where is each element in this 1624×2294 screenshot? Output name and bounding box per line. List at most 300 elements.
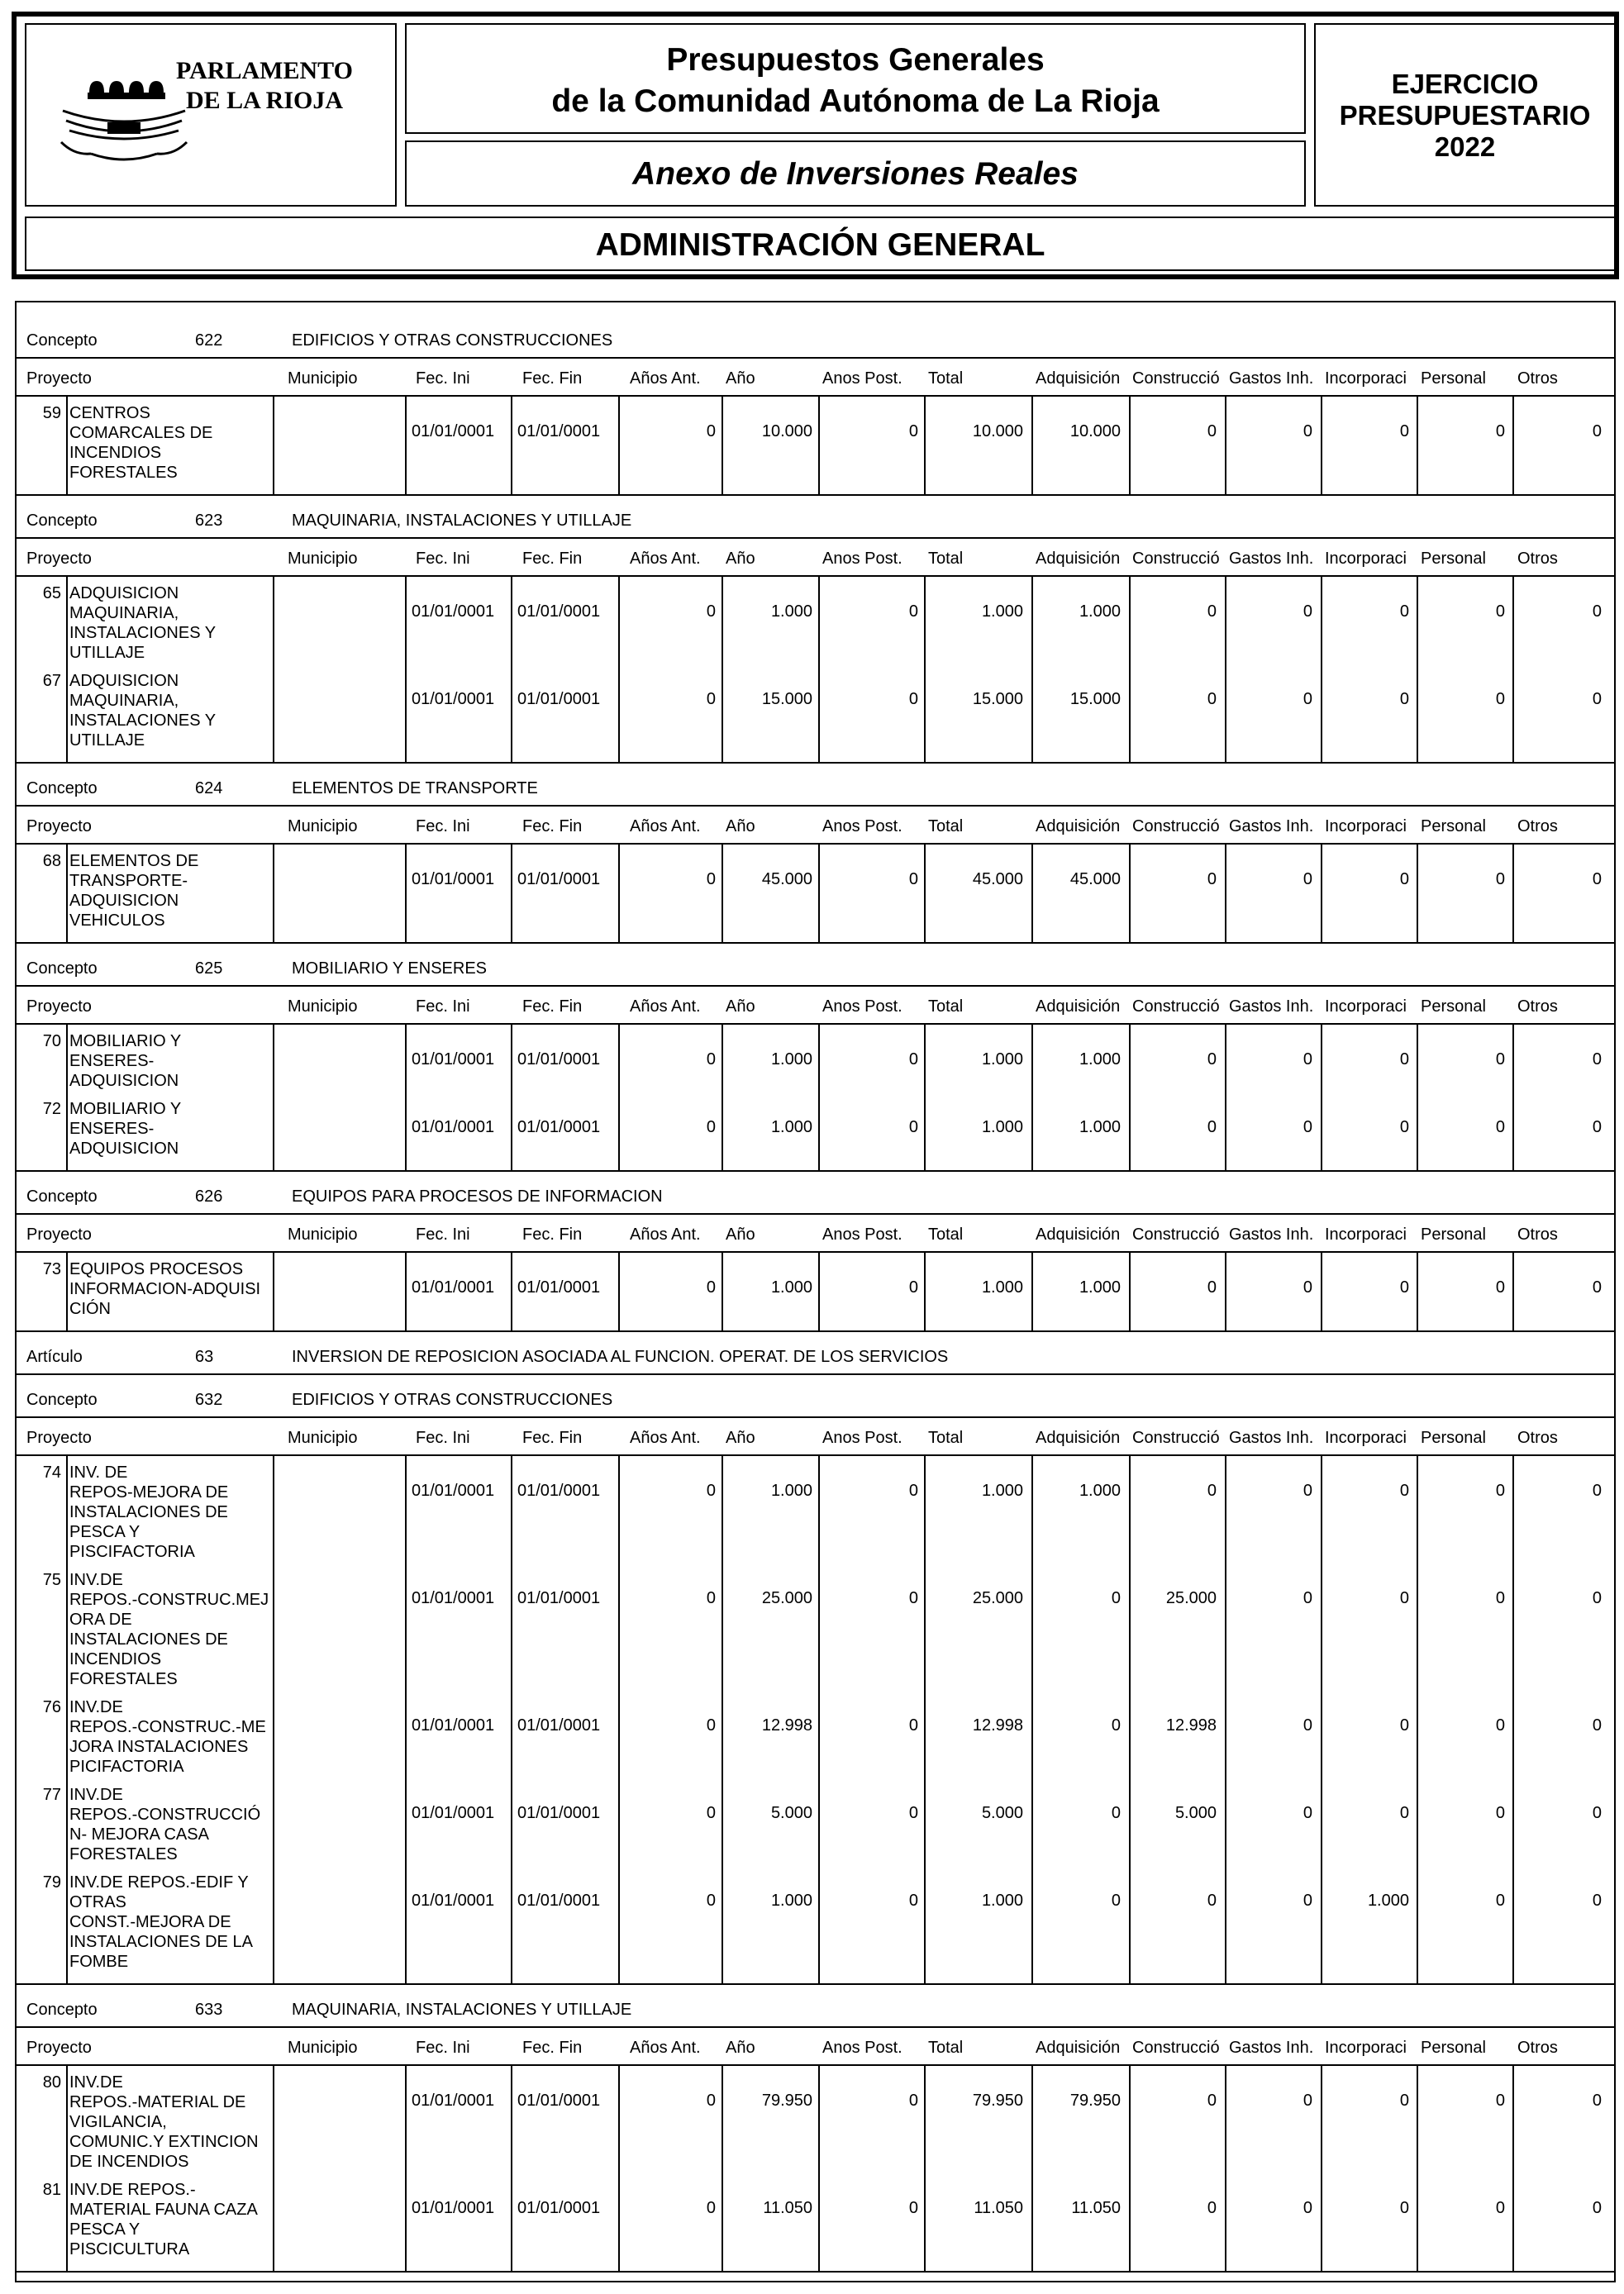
amount-gastos-inh: 0	[1303, 1804, 1312, 1822]
amount-ano: 5.000	[770, 1804, 812, 1822]
fec-ini: 01/01/0001	[412, 2092, 495, 2110]
project-name-line: COMARCALES DE	[69, 424, 213, 442]
column-header: Otros	[1517, 817, 1558, 835]
project-name-line: CONST.-MEJORA DE	[69, 1913, 231, 1931]
column-divider	[511, 575, 512, 762]
column-header: Incorporaci	[1325, 1429, 1407, 1447]
project-name-line: INCENDIOS	[69, 1650, 162, 1668]
amount-adquisicion: 1.000	[1079, 602, 1121, 621]
amount-incorporacion: 0	[1399, 1804, 1409, 1822]
project-name-line: CENTROS	[69, 404, 150, 422]
project-name-line: INSTALACIONES Y	[69, 624, 217, 642]
amount-personal: 0	[1495, 1804, 1505, 1822]
amount-incorporacion: 0	[1399, 870, 1409, 888]
project-name-line: MAQUINARIA,	[69, 604, 179, 622]
group-code: 626	[195, 1187, 223, 1206]
project-id: 76	[42, 1698, 61, 1716]
project-name-line: N- MEJORA CASA	[69, 1825, 209, 1844]
amount-adquisicion: 1.000	[1079, 1482, 1121, 1500]
amount-gastos-inh: 0	[1303, 1118, 1312, 1136]
amount-construccion: 0	[1207, 690, 1217, 708]
column-divider	[818, 1251, 820, 1330]
column-divider	[1031, 1023, 1033, 1170]
amount-otros: 0	[1592, 1892, 1602, 1910]
group-code: 625	[195, 959, 223, 978]
amount-anos-ant: 0	[706, 602, 716, 621]
amount-personal: 0	[1495, 422, 1505, 440]
column-divider	[722, 575, 723, 762]
column-divider	[722, 395, 723, 494]
column-header: Años Ant.	[630, 550, 701, 568]
column-divider	[1512, 1023, 1514, 1170]
column-divider	[618, 1251, 620, 1330]
amount-construccion: 25.000	[1165, 1589, 1217, 1607]
project-name-line: ADQUISICION	[69, 892, 179, 910]
fec-fin: 01/01/0001	[517, 690, 601, 708]
group-label: Concepto	[26, 1187, 98, 1206]
column-header: Gastos Inh.	[1229, 817, 1314, 835]
column-divider	[722, 843, 723, 942]
column-header: Adquisición	[1036, 2039, 1121, 2057]
amount-adquisicion: 10.000	[1069, 422, 1121, 440]
amount-gastos-inh: 0	[1303, 422, 1312, 440]
section-title: ADMINISTRACIÓN GENERAL	[595, 227, 1045, 263]
amount-gastos-inh: 0	[1303, 1278, 1312, 1297]
fec-fin: 01/01/0001	[517, 1050, 601, 1068]
column-divider	[618, 1454, 620, 1983]
project-name-line: INV.DE REPOS.-	[69, 2181, 196, 2199]
group-label: Concepto	[26, 779, 98, 797]
group-label: Artículo	[26, 1348, 83, 1366]
column-divider	[618, 575, 620, 762]
column-divider	[618, 843, 620, 942]
column-divider	[924, 2064, 926, 2271]
amount-anos-ant: 0	[706, 1278, 716, 1297]
column-divider	[1512, 575, 1514, 762]
column-divider	[924, 1454, 926, 1983]
column-header: Gastos Inh.	[1229, 2039, 1314, 2057]
fec-fin: 01/01/0001	[517, 870, 601, 888]
row-divider	[15, 2026, 1616, 2028]
project-name-line: PESCA Y	[69, 1523, 140, 1541]
column-divider	[818, 1454, 820, 1983]
column-divider	[722, 1454, 723, 1983]
column-divider	[66, 843, 68, 942]
amount-personal: 0	[1495, 870, 1505, 888]
column-header: Año	[726, 1429, 755, 1447]
group-code: 622	[195, 331, 223, 350]
row-divider	[15, 1170, 1616, 1172]
amount-otros: 0	[1592, 1589, 1602, 1607]
project-name-line: OTRAS	[69, 1893, 126, 1911]
column-divider	[66, 2064, 68, 2271]
amount-gastos-inh: 0	[1303, 1050, 1312, 1068]
amount-incorporacion: 0	[1399, 2092, 1409, 2110]
amount-total: 1.000	[981, 1892, 1023, 1910]
column-header: Anos Post.	[822, 1226, 902, 1244]
column-header: Anos Post.	[822, 817, 902, 835]
column-header: Total	[928, 1429, 964, 1447]
project-name-line: FORESTALES	[69, 1670, 178, 1688]
amount-anos-ant: 0	[706, 1118, 716, 1136]
column-divider	[1129, 575, 1131, 762]
row-divider	[15, 2064, 1616, 2066]
column-divider	[1031, 395, 1033, 494]
project-name-line: DE INCENDIOS	[69, 2153, 189, 2171]
group-label: Concepto	[26, 512, 98, 530]
amount-construccion: 0	[1207, 2092, 1217, 2110]
fec-ini: 01/01/0001	[412, 1278, 495, 1297]
amount-total: 1.000	[981, 602, 1023, 621]
column-divider	[1512, 1454, 1514, 1983]
project-id: 73	[42, 1260, 61, 1278]
column-divider	[1321, 575, 1322, 762]
project-name-line: ADQUISICION	[69, 1072, 179, 1090]
row-divider	[15, 1330, 1616, 1332]
column-divider	[273, 575, 274, 762]
amount-total: 5.000	[981, 1804, 1023, 1822]
column-header: Personal	[1421, 1429, 1486, 1447]
group-code: 623	[195, 512, 223, 530]
annex-title: Anexo de Inversiones Reales	[632, 156, 1079, 192]
amount-incorporacion: 0	[1399, 1716, 1409, 1735]
group-name: EDIFICIOS Y OTRAS CONSTRUCCIONES	[292, 331, 613, 350]
amount-ano: 10.000	[761, 422, 812, 440]
amount-anos-ant: 0	[706, 2092, 716, 2110]
title-line: de la Comunidad Autónoma de La Rioja	[551, 83, 1160, 119]
column-header: Fec. Fin	[522, 550, 583, 568]
amount-gastos-inh: 0	[1303, 870, 1312, 888]
amount-otros: 0	[1592, 1482, 1602, 1500]
amount-ano: 1.000	[770, 1482, 812, 1500]
amount-otros: 0	[1592, 690, 1602, 708]
column-header: Fec. Ini	[416, 369, 470, 388]
group-label: Concepto	[26, 1391, 98, 1409]
amount-anos-ant: 0	[706, 1892, 716, 1910]
amount-otros: 0	[1592, 2199, 1602, 2217]
row-divider	[15, 1454, 1616, 1456]
column-divider	[1417, 395, 1418, 494]
column-divider	[722, 2064, 723, 2271]
amount-adquisicion: 0	[1111, 1589, 1121, 1607]
row-divider	[15, 1213, 1616, 1215]
row-divider	[15, 575, 1616, 577]
column-header: Proyecto	[26, 2039, 92, 2057]
project-id: 72	[42, 1100, 61, 1118]
column-divider	[1321, 1454, 1322, 1983]
amount-gastos-inh: 0	[1303, 1482, 1312, 1500]
project-id: 80	[42, 2073, 61, 2092]
project-name-line: MOBILIARIO Y	[69, 1032, 182, 1050]
project-name-line: ADQUISICION	[69, 584, 179, 602]
amount-anos-post: 0	[908, 870, 918, 888]
fec-fin: 01/01/0001	[517, 1118, 601, 1136]
column-header: Años Ant.	[630, 997, 701, 1016]
project-name-line: INSTALACIONES DE LA	[69, 1933, 253, 1951]
fec-fin: 01/01/0001	[517, 1589, 601, 1607]
amount-anos-ant: 0	[706, 1589, 716, 1607]
project-id: 68	[42, 852, 61, 870]
column-header: Fec. Ini	[416, 1429, 470, 1447]
row-divider	[15, 762, 1616, 764]
column-header: Personal	[1421, 817, 1486, 835]
column-header: Anos Post.	[822, 2039, 902, 2057]
column-header: Fec. Ini	[416, 997, 470, 1016]
amount-incorporacion: 0	[1399, 1482, 1409, 1500]
amount-anos-post: 0	[908, 1278, 918, 1297]
amount-gastos-inh: 0	[1303, 690, 1312, 708]
column-header: Otros	[1517, 369, 1558, 388]
column-header: Construcció	[1132, 1226, 1220, 1244]
amount-ano: 1.000	[770, 602, 812, 621]
column-divider	[818, 1023, 820, 1170]
column-header: Municipio	[288, 1226, 358, 1244]
column-divider	[1031, 575, 1033, 762]
column-header: Total	[928, 1226, 964, 1244]
amount-adquisicion: 15.000	[1069, 690, 1121, 708]
column-divider	[1129, 395, 1131, 494]
column-divider	[511, 1023, 512, 1170]
parliament-logo-box	[25, 23, 397, 207]
fec-ini: 01/01/0001	[412, 1892, 495, 1910]
project-name-line: TRANSPORTE-	[69, 872, 188, 890]
amount-ano: 15.000	[761, 690, 812, 708]
column-divider	[273, 1251, 274, 1330]
amount-adquisicion: 1.000	[1079, 1278, 1121, 1297]
fec-fin: 01/01/0001	[517, 1892, 601, 1910]
column-header: Proyecto	[26, 817, 92, 835]
amount-anos-post: 0	[908, 422, 918, 440]
fec-ini: 01/01/0001	[412, 1482, 495, 1500]
row-divider	[15, 985, 1616, 987]
column-header: Fec. Ini	[416, 550, 470, 568]
row-divider	[15, 2271, 1616, 2273]
parliament-name	[165, 56, 364, 116]
column-divider	[1129, 1454, 1131, 1983]
fec-ini: 01/01/0001	[412, 1716, 495, 1735]
column-header: Municipio	[288, 550, 358, 568]
column-header: Fec. Fin	[522, 369, 583, 388]
amount-adquisicion: 11.050	[1071, 2199, 1121, 2217]
column-divider	[618, 2064, 620, 2271]
amount-incorporacion: 0	[1399, 422, 1409, 440]
amount-ano: 1.000	[770, 1892, 812, 1910]
amount-adquisicion: 79.950	[1069, 2092, 1121, 2110]
fec-ini: 01/01/0001	[412, 690, 495, 708]
column-divider	[924, 1251, 926, 1330]
exercise-year: 2022	[1434, 131, 1496, 162]
group-name: EQUIPOS PARA PROCESOS DE INFORMACION	[292, 1187, 663, 1206]
column-divider	[66, 575, 68, 762]
project-id: 77	[42, 1786, 61, 1804]
amount-otros: 0	[1592, 602, 1602, 621]
amount-ano: 11.050	[763, 2199, 812, 2217]
project-name-line: COMUNIC.Y EXTINCION	[69, 2133, 259, 2151]
column-divider	[1417, 1023, 1418, 1170]
column-divider	[1225, 1251, 1226, 1330]
column-header: Adquisición	[1036, 1226, 1121, 1244]
column-divider	[1417, 2064, 1418, 2271]
amount-anos-post: 0	[908, 1482, 918, 1500]
amount-incorporacion: 0	[1399, 1050, 1409, 1068]
column-divider	[273, 1023, 274, 1170]
amount-anos-ant: 0	[706, 1804, 716, 1822]
column-header: Fec. Ini	[416, 1226, 470, 1244]
exercise-label	[1316, 69, 1614, 163]
column-header: Construcció	[1132, 550, 1220, 568]
fec-fin: 01/01/0001	[517, 2199, 601, 2217]
amount-total: 79.950	[972, 2092, 1023, 2110]
group-name: INVERSION DE REPOSICION ASOCIADA AL FUNCION. OPERAT. DE LOS SERVICIOS	[292, 1348, 949, 1366]
column-header: Proyecto	[26, 997, 92, 1016]
project-name-line: REPOS.-CONSTRUC.MEJ	[69, 1591, 269, 1609]
column-header: Año	[726, 369, 755, 388]
amount-construccion: 0	[1207, 1050, 1217, 1068]
column-header: Personal	[1421, 369, 1486, 388]
column-header: Proyecto	[26, 1429, 92, 1447]
amount-incorporacion: 0	[1399, 690, 1409, 708]
project-name-line: MATERIAL FAUNA CAZA	[69, 2201, 258, 2219]
amount-total: 25.000	[972, 1589, 1023, 1607]
group-name: MOBILIARIO Y ENSERES	[292, 959, 488, 978]
column-divider	[511, 395, 512, 494]
amount-anos-post: 0	[908, 1589, 918, 1607]
amount-personal: 0	[1495, 1892, 1505, 1910]
column-divider	[1031, 1454, 1033, 1983]
column-header: Fec. Fin	[522, 817, 583, 835]
column-header: Otros	[1517, 1226, 1558, 1244]
column-divider	[924, 395, 926, 494]
group-label: Concepto	[26, 959, 98, 978]
project-name-line: ADQUISICION	[69, 672, 179, 690]
column-divider	[405, 1454, 407, 1983]
amount-construccion: 0	[1207, 870, 1217, 888]
column-divider	[1417, 1251, 1418, 1330]
column-header: Adquisición	[1036, 550, 1121, 568]
column-header: Año	[726, 997, 755, 1016]
amount-construccion: 0	[1207, 1278, 1217, 1297]
group-name: ELEMENTOS DE TRANSPORTE	[292, 779, 538, 797]
column-header: Fec. Fin	[522, 1226, 583, 1244]
amount-total: 45.000	[972, 870, 1023, 888]
column-header: Total	[928, 2039, 964, 2057]
amount-anos-post: 0	[908, 1892, 918, 1910]
column-header: Año	[726, 550, 755, 568]
project-name-line: INFORMACION-ADQUISI	[69, 1280, 261, 1298]
project-name-line: UTILLAJE	[69, 731, 145, 750]
column-divider	[1225, 575, 1226, 762]
project-name-line: INV.DE	[69, 1571, 123, 1589]
column-divider	[511, 2064, 512, 2271]
amount-adquisicion: 0	[1111, 1892, 1121, 1910]
column-divider	[1321, 395, 1322, 494]
column-header: Adquisición	[1036, 369, 1121, 388]
amount-otros: 0	[1592, 2092, 1602, 2110]
project-id: 75	[42, 1571, 61, 1589]
fec-fin: 01/01/0001	[517, 422, 601, 440]
exercise-line: PRESUPUESTARIO	[1339, 100, 1591, 131]
column-header: Total	[928, 817, 964, 835]
column-header: Incorporaci	[1325, 997, 1407, 1016]
column-divider	[1031, 843, 1033, 942]
column-divider	[618, 395, 620, 494]
fec-fin: 01/01/0001	[517, 2092, 601, 2110]
column-header: Personal	[1421, 2039, 1486, 2057]
project-id: 67	[42, 672, 61, 690]
column-header: Incorporaci	[1325, 1226, 1407, 1244]
amount-otros: 0	[1592, 1804, 1602, 1822]
amount-construccion: 0	[1207, 2199, 1217, 2217]
column-header: Incorporaci	[1325, 817, 1407, 835]
amount-incorporacion: 0	[1399, 602, 1409, 621]
column-header: Otros	[1517, 550, 1558, 568]
project-name-line: MAQUINARIA,	[69, 692, 179, 710]
amount-ano: 25.000	[761, 1589, 812, 1607]
column-divider	[511, 1251, 512, 1330]
group-code: 624	[195, 779, 223, 797]
project-name-line: FORESTALES	[69, 1845, 178, 1863]
column-header: Gastos Inh.	[1229, 550, 1314, 568]
fec-ini: 01/01/0001	[412, 422, 495, 440]
group-label: Concepto	[26, 2001, 98, 2019]
amount-personal: 0	[1495, 1482, 1505, 1500]
amount-total: 1.000	[981, 1482, 1023, 1500]
column-header: Otros	[1517, 2039, 1558, 2057]
group-code: 632	[195, 1391, 223, 1409]
amount-anos-post: 0	[908, 1804, 918, 1822]
project-name-line: EQUIPOS PROCESOS	[69, 1260, 244, 1278]
column-divider	[273, 1454, 274, 1983]
amount-anos-post: 0	[908, 1050, 918, 1068]
project-id: 74	[42, 1463, 61, 1482]
column-header: Municipio	[288, 1429, 358, 1447]
amount-total: 12.998	[972, 1716, 1023, 1735]
amount-adquisicion: 45.000	[1069, 870, 1121, 888]
column-header: Gastos Inh.	[1229, 997, 1314, 1016]
column-divider	[924, 575, 926, 762]
amount-construccion: 12.998	[1165, 1716, 1217, 1735]
project-id: 59	[42, 404, 61, 422]
group-code: 633	[195, 2001, 223, 2019]
project-name-line: VEHICULOS	[69, 911, 165, 930]
project-name-line: INSTALACIONES DE	[69, 1503, 228, 1521]
amount-anos-ant: 0	[706, 2199, 716, 2217]
project-name-line: REPOS.-MATERIAL DE	[69, 2093, 246, 2111]
project-name-line: INSTALACIONES Y	[69, 712, 217, 730]
amount-anos-ant: 0	[706, 870, 716, 888]
row-divider	[15, 1251, 1616, 1253]
amount-ano: 1.000	[770, 1118, 812, 1136]
project-name-line: MOBILIARIO Y	[69, 1100, 182, 1118]
fec-ini: 01/01/0001	[412, 602, 495, 621]
amount-otros: 0	[1592, 870, 1602, 888]
project-name-line: CIÓN	[69, 1300, 111, 1318]
column-header: Adquisición	[1036, 1429, 1121, 1447]
column-header: Construcció	[1132, 369, 1220, 388]
amount-personal: 0	[1495, 1716, 1505, 1735]
amount-anos-post: 0	[908, 1118, 918, 1136]
amount-anos-ant: 0	[706, 422, 716, 440]
column-divider	[405, 575, 407, 762]
fec-ini: 01/01/0001	[412, 1050, 495, 1068]
parliament-name-line: PARLAMENTO	[176, 57, 353, 84]
column-header: Fec. Fin	[522, 1429, 583, 1447]
column-header: Anos Post.	[822, 369, 902, 388]
column-header: Incorporaci	[1325, 2039, 1407, 2057]
project-name-line: FORESTALES	[69, 464, 178, 482]
amount-anos-post: 0	[908, 1716, 918, 1735]
project-name-line: INV.DE	[69, 1698, 123, 1716]
